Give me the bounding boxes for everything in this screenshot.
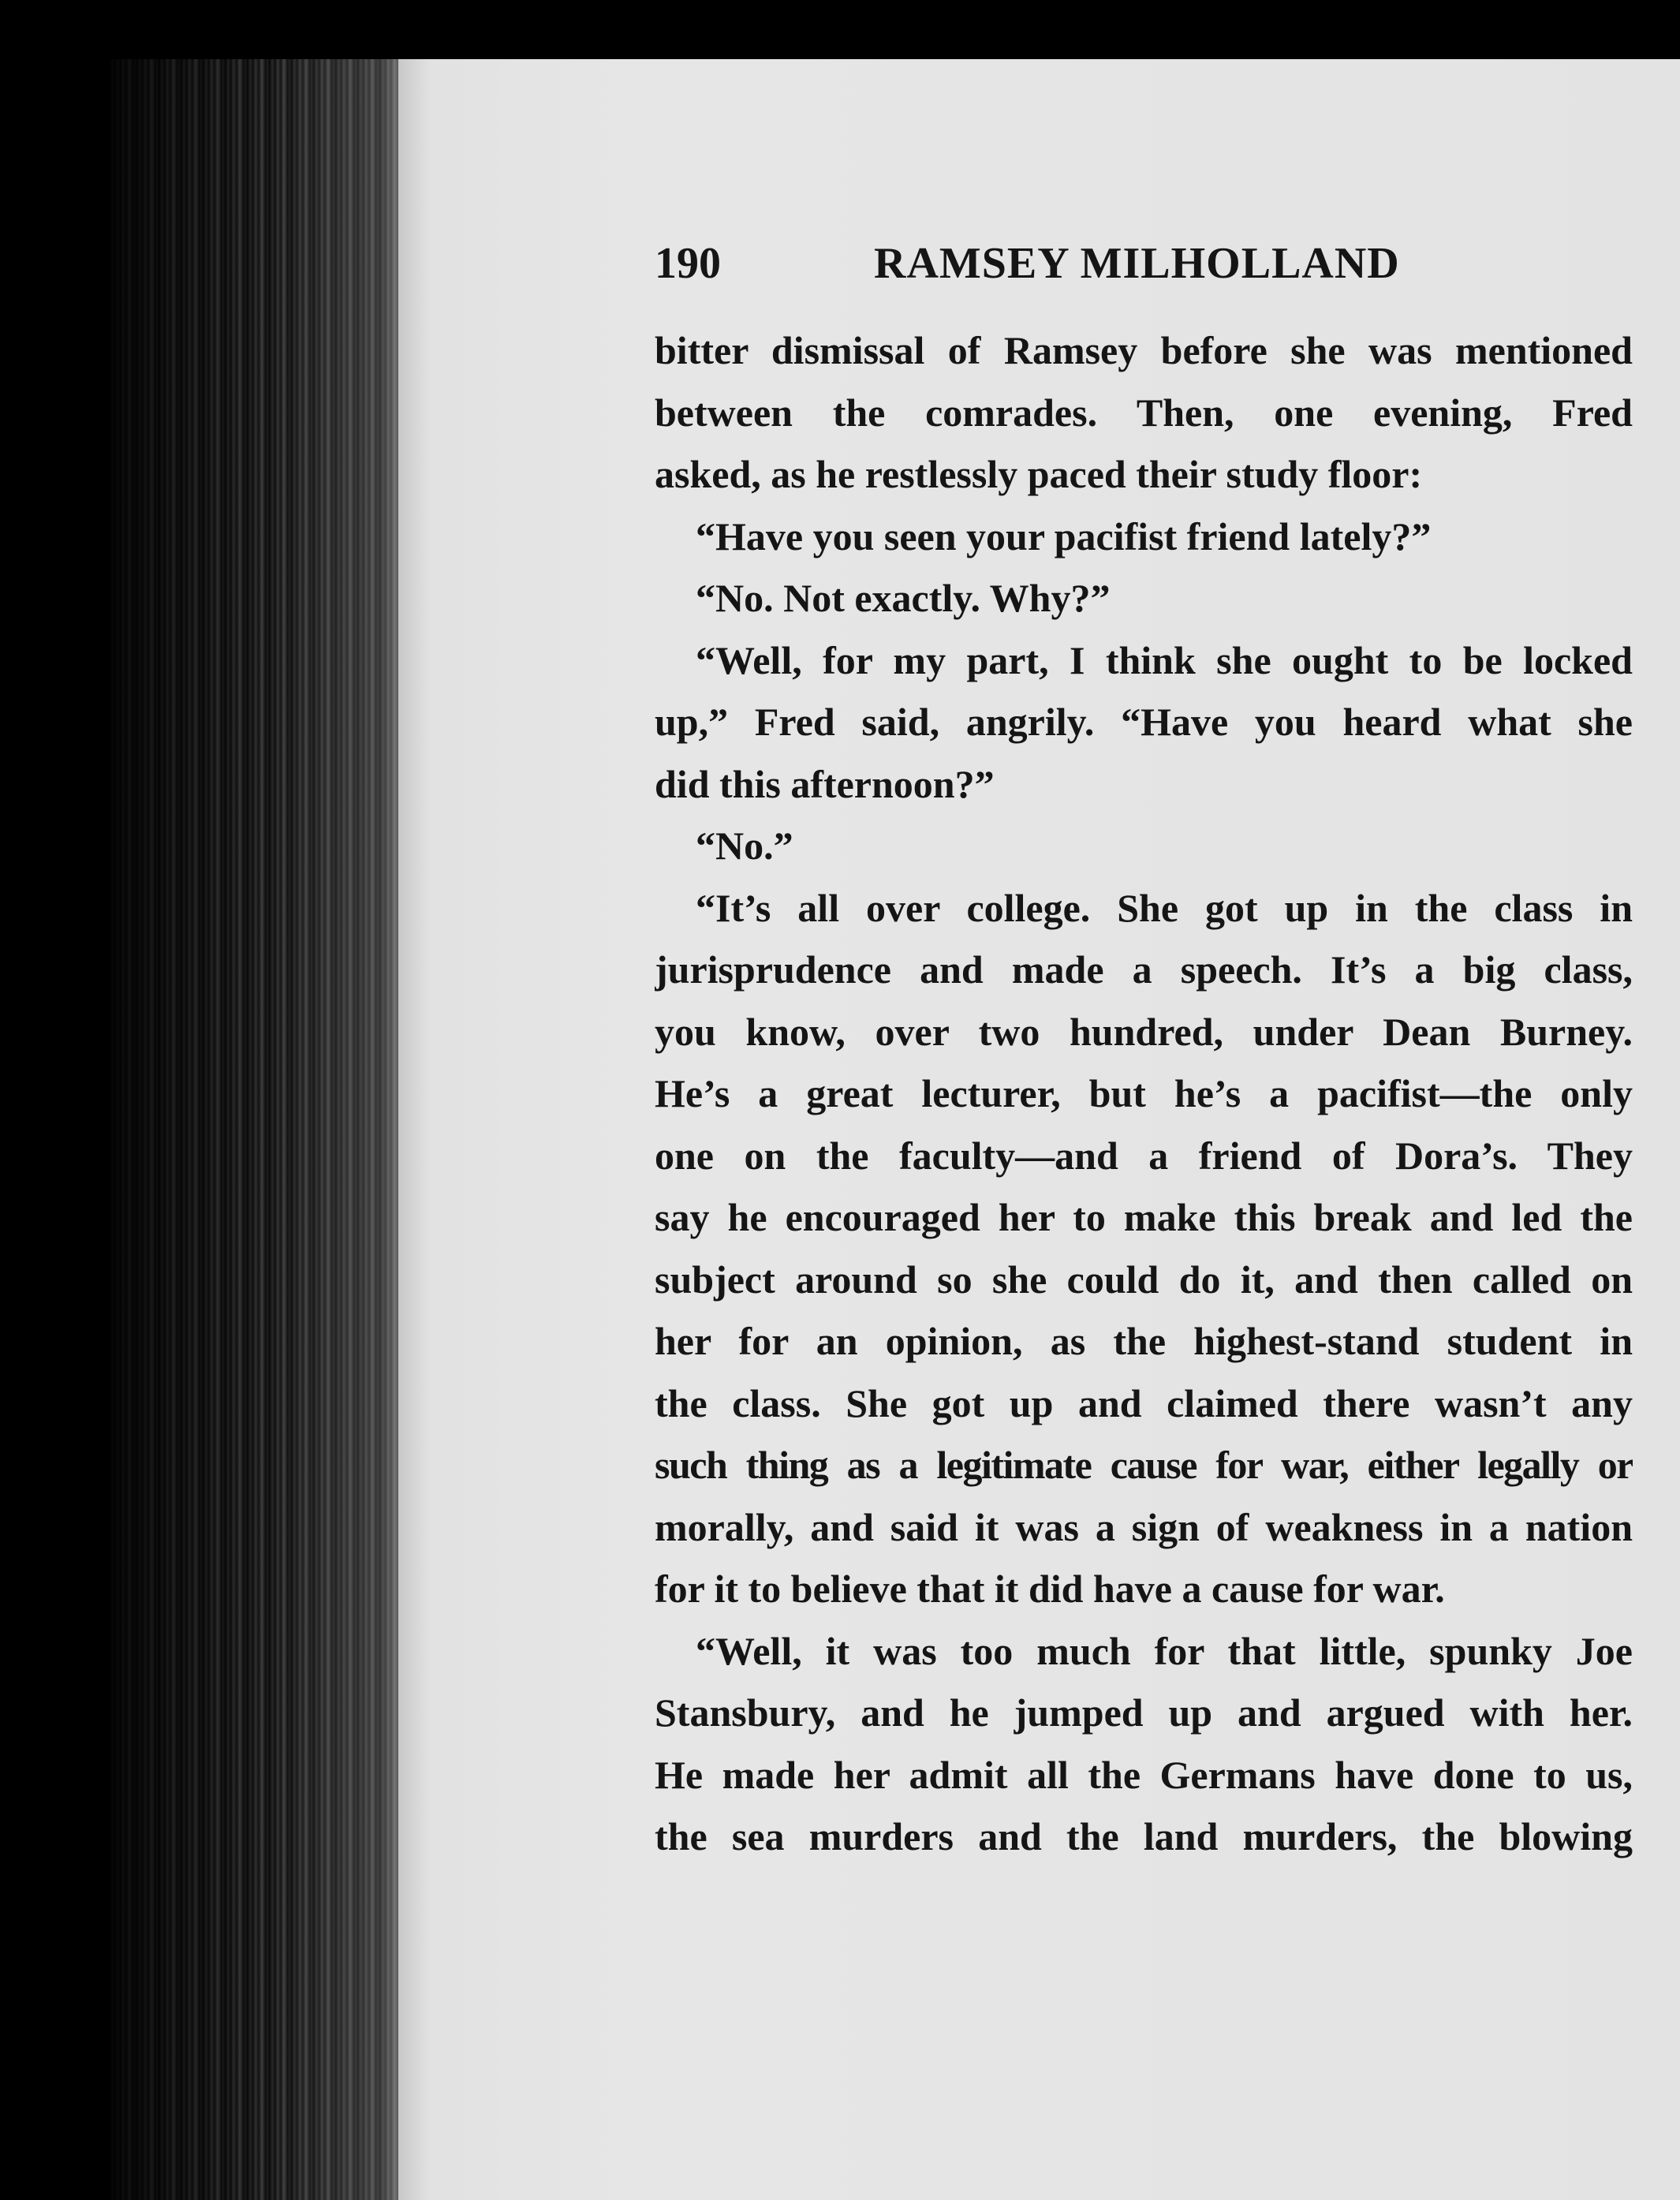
text-line: say he encouraged her to make this break and led the [655, 1195, 1633, 1239]
body-text [655, 319, 1633, 1868]
text-line: for it to believe that it did have a cause for war. [655, 1567, 1445, 1611]
text-line: “No.” [696, 824, 793, 868]
text-line: “It’s all over college. She got up in the class in [696, 885, 1633, 930]
text-line: one on the faculty—and a friend of Dora’s. They [655, 1133, 1633, 1178]
text-line: between the comrades. Then, one evening, Fred [655, 390, 1633, 435]
text-line: He’s a great lecturer, but he’s a pacifist—the only [655, 1071, 1633, 1115]
text-line: morally, and said it was a sign of weakness in a nation [655, 1504, 1633, 1549]
text-line: “Have you seen your pacifist friend lately?” [696, 514, 1432, 558]
text-line: the sea murders and the land murders, the blowing [655, 1814, 1633, 1858]
text-line: such thing as a legitimate cause for war, either legally or [655, 1443, 1633, 1487]
book-title: RAMSEY MILHOLLAND [874, 239, 1400, 288]
text-line: did this afternoon?” [655, 761, 995, 806]
text-line: you know, over two hundred, under Dean Burney. [655, 1009, 1633, 1054]
text-line: subject around so she could do it, and then called on [655, 1257, 1633, 1302]
text-line: He made her admit all the Germans have done to us, [655, 1752, 1633, 1797]
text-line: asked, as he restlessly paced their study floor: [655, 452, 1423, 496]
text-line: jurisprudence and made a speech. It’s a big class, [655, 947, 1633, 992]
running-head [655, 238, 1443, 301]
text-line: “Well, it was too much for that little, spunky Joe [696, 1628, 1633, 1673]
text-line: “No. Not exactly. Why?” [696, 576, 1111, 620]
text-line: the class. She got up and claimed there wasn’t any [655, 1380, 1633, 1425]
text-line: “Well, for my part, I think she ought to be locked [696, 637, 1633, 682]
page-number: 190 [655, 239, 721, 288]
text-line: bitter dismissal of Ramsey before she was mentioned [655, 328, 1633, 372]
text-line: up,” Fred said, angrily. “Have you heard what she [655, 700, 1633, 744]
text-line: her for an opinion, as the highest-stand student in [655, 1319, 1633, 1363]
text-line: Stansbury, and he jumped up and argued with her. [655, 1690, 1633, 1735]
page-edge-shading [110, 59, 410, 2200]
